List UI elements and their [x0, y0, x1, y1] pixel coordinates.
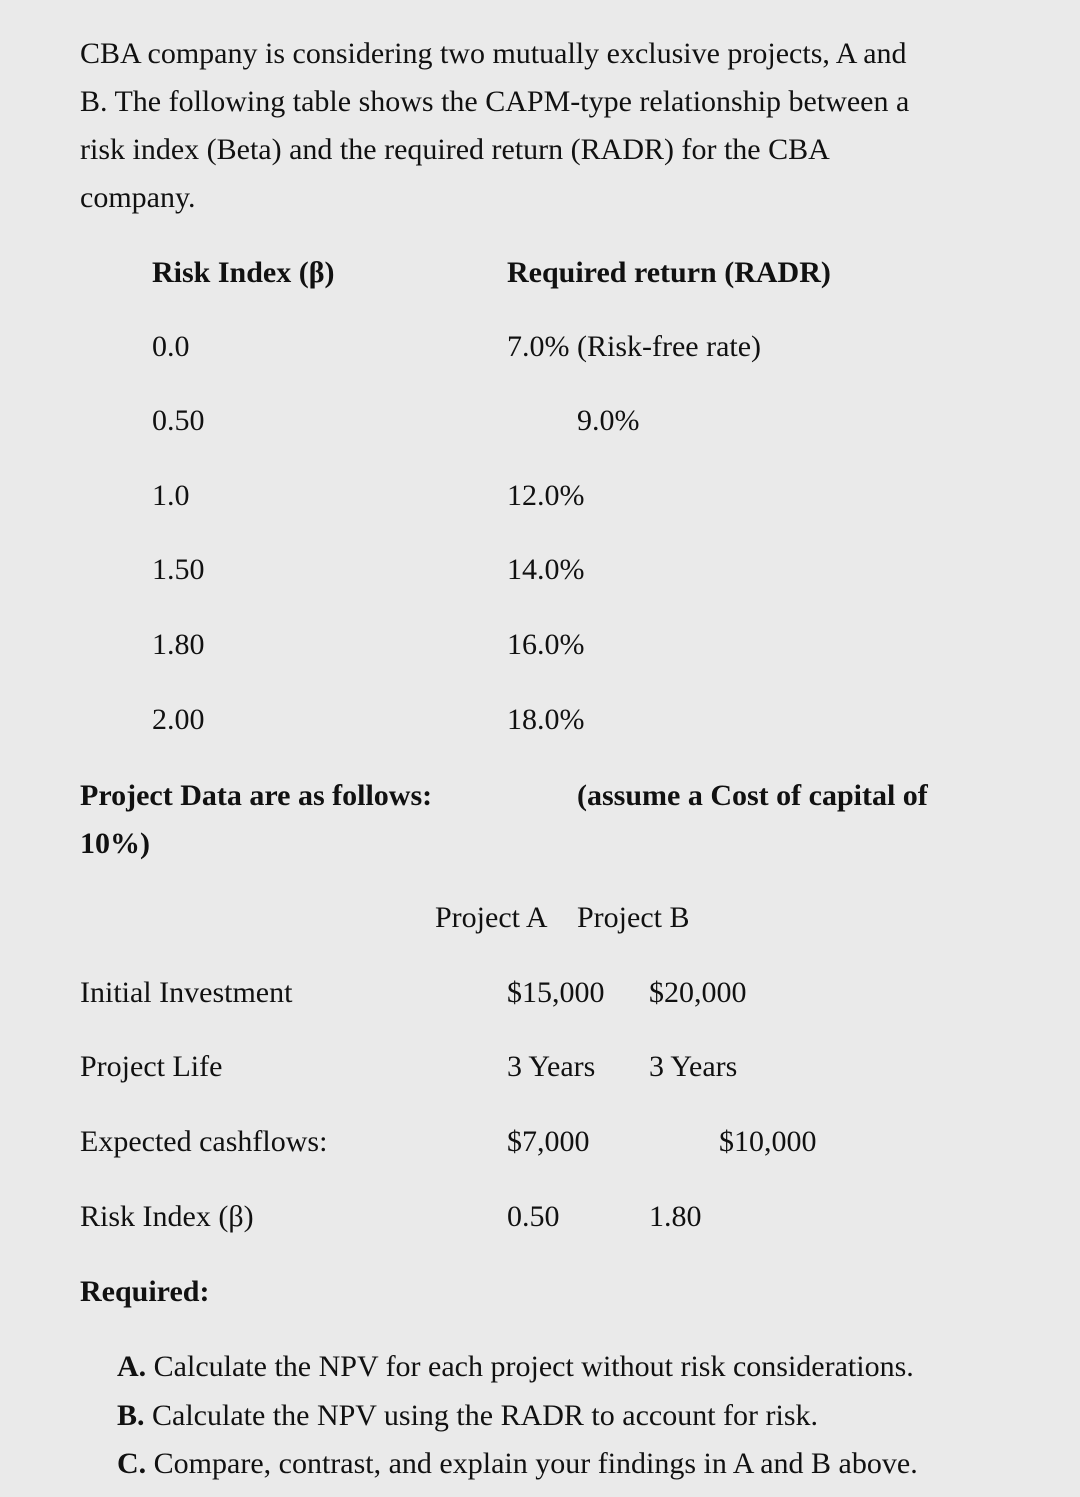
required-item	[117, 1349, 914, 1385]
return-cell: 14.0%	[507, 553, 585, 586]
project-b-value: 1.80	[649, 1200, 702, 1233]
project-b-value: $20,000	[649, 976, 747, 1009]
project-b-header: Project B	[577, 901, 690, 934]
item-text: Calculate the NPV using the RADR to account for risk.	[144, 1399, 819, 1432]
beta-cell: 0.50	[152, 404, 205, 437]
return-cell: 18.0%	[507, 703, 585, 736]
row-label: Project Life	[80, 1050, 223, 1083]
project-b-value: $10,000	[719, 1125, 817, 1158]
project-a-header: Project A	[435, 901, 548, 934]
intro-line: B. The following table shows the CAPM-type relationship between a	[80, 85, 910, 118]
risk-index-header: Risk Index (β)	[152, 256, 335, 289]
cost-of-capital-note: (assume a Cost of capital of	[577, 779, 928, 812]
item-text: Calculate the NPV for each project without risk considerations.	[146, 1350, 914, 1383]
required-item	[117, 1446, 918, 1482]
required-item	[117, 1398, 818, 1434]
row-label: Expected cashflows:	[80, 1125, 328, 1158]
return-cell: 7.0% (Risk-free rate)	[507, 330, 762, 363]
project-a-value: $7,000	[507, 1125, 590, 1158]
beta-cell: 0.0	[152, 330, 190, 363]
item-letter: C.	[117, 1447, 147, 1480]
intro-line: CBA company is considering two mutually exclusive projects, A and	[80, 37, 907, 70]
row-label: Risk Index (β)	[80, 1200, 254, 1233]
return-cell: 9.0%	[577, 404, 640, 437]
beta-cell: 2.00	[152, 703, 205, 736]
beta-cell: 1.0	[152, 479, 190, 512]
project-a-value: 0.50	[507, 1200, 560, 1233]
project-b-value: 3 Years	[649, 1050, 738, 1083]
intro-line: risk index (Beta) and the required return (RADR) for the CBA	[80, 133, 830, 166]
item-text: Compare, contrast, and explain your findings in A and B above.	[146, 1447, 918, 1480]
cost-of-capital-note-cont: 10%)	[80, 827, 150, 860]
row-label: Initial Investment	[80, 976, 293, 1009]
required-heading: Required:	[80, 1275, 210, 1308]
return-cell: 12.0%	[507, 479, 585, 512]
intro-line: company.	[80, 181, 196, 214]
project-data-heading: Project Data are as follows:	[80, 779, 433, 812]
beta-cell: 1.80	[152, 628, 205, 661]
beta-cell: 1.50	[152, 553, 205, 586]
item-letter: B.	[117, 1399, 145, 1432]
return-cell: 16.0%	[507, 628, 585, 661]
project-a-value: $15,000	[507, 976, 605, 1009]
item-letter: A.	[117, 1350, 147, 1383]
required-return-header: Required return (RADR)	[507, 256, 831, 289]
project-a-value: 3 Years	[507, 1050, 596, 1083]
